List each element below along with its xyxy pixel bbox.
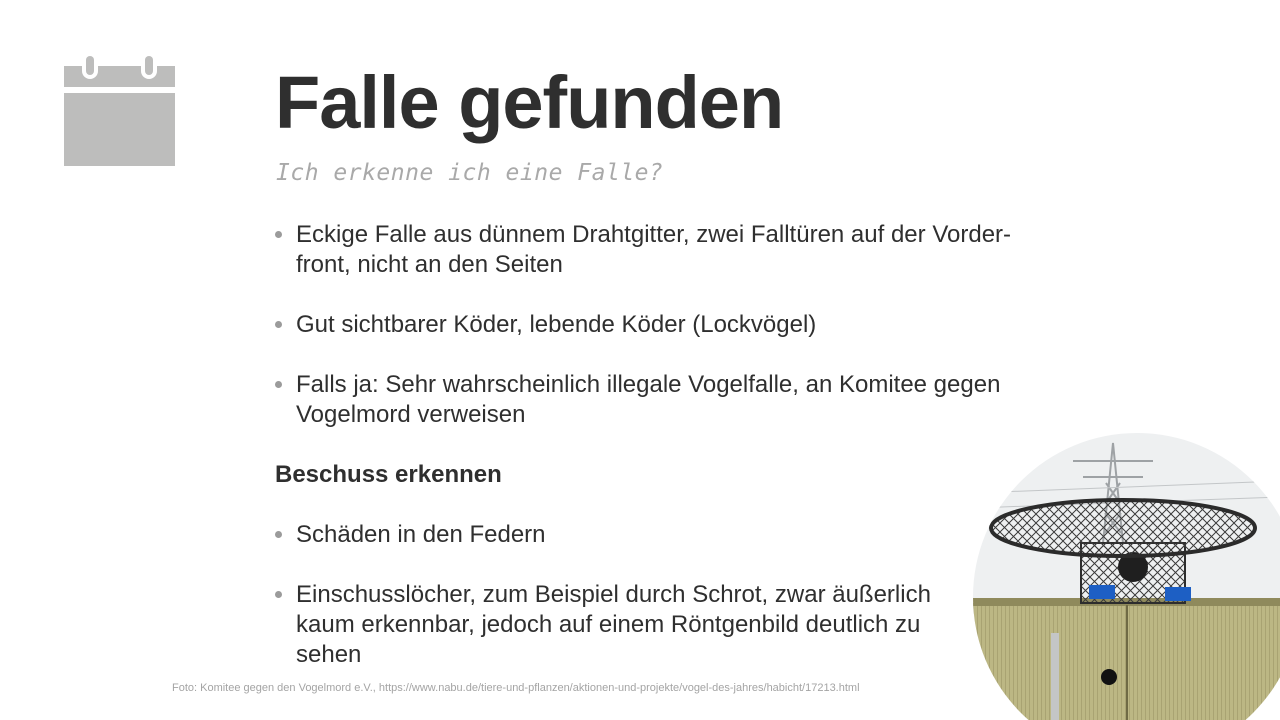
- slide-content: [275, 220, 1065, 670]
- bullet-dot: [275, 381, 282, 388]
- page-title: Falle gefunden: [275, 61, 784, 144]
- page-subtitle: Ich erkenne ich eine Falle?: [276, 160, 664, 186]
- bullet-dot: [275, 531, 282, 538]
- bullet-dot: [275, 591, 282, 598]
- bullet-text: Einschusslöcher, zum Beispiel durch Schrot, zwar äußerlich kaum erkennbar, jedoch auf einem Röntgenbild deutlich zu sehen: [296, 581, 931, 668]
- bullet-text: Falls ja: Sehr wahrscheinlich illegale Vogelfalle, an Komitee gegen Vogelmord verweisen: [296, 371, 1001, 428]
- calendar-icon: [64, 54, 175, 166]
- bird-trap-photo: [973, 433, 1280, 720]
- bullet-item: [275, 220, 1065, 280]
- bullet-item: [275, 580, 981, 670]
- bullet-item: [275, 310, 1065, 340]
- bullet-text: Schäden in den Federn: [296, 521, 546, 548]
- photo-credit: Foto: Komitee gegen den Vogelmord e.V., https://www.nabu.de/tiere-und-pflanzen/aktionen-und-projekte/vogel-des-jahres/habicht/17213.html: [172, 682, 860, 694]
- bullet-item: [275, 520, 981, 550]
- bullet-text: Gut sichtbarer Köder, lebende Köder (Lockvögel): [296, 311, 817, 338]
- bullet-text: Eckige Falle aus dünnem Drahtgitter, zwei Falltüren auf der Vorder-front, nicht an den Seiten: [296, 221, 1012, 278]
- bullet-dot: [275, 321, 282, 328]
- section-heading: Beschuss erkennen: [275, 461, 502, 488]
- bullet-item: [275, 370, 1065, 430]
- bullet-dot: [275, 231, 282, 238]
